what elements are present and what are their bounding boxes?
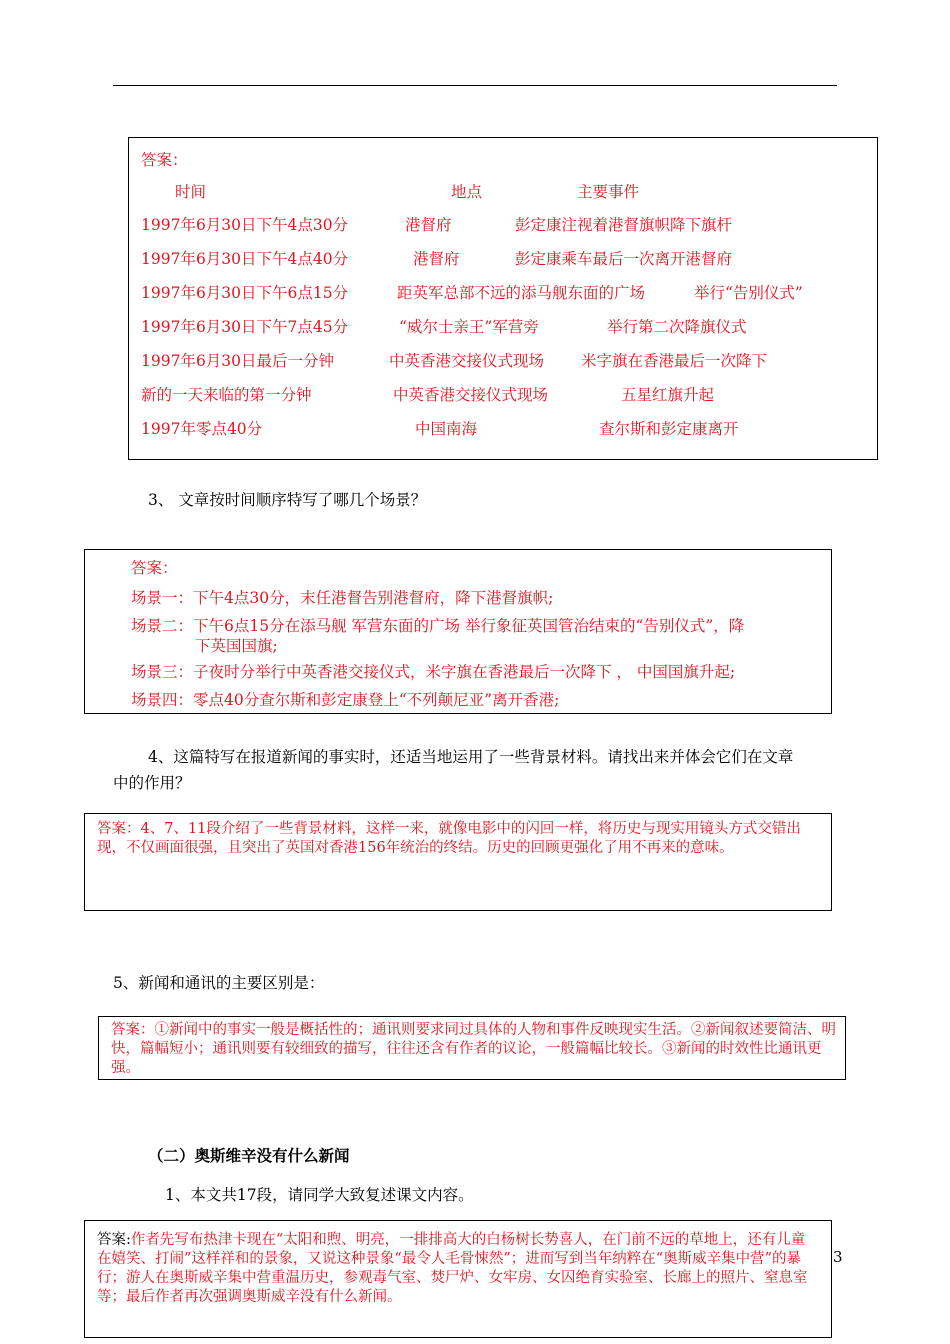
row-event: 举行“告别仪式”	[694, 284, 803, 302]
header-event: 主要事件	[577, 183, 640, 201]
row-time: 1997年6月30日下午4点40分	[141, 250, 349, 268]
row-event: 查尔斯和彭定康离开	[599, 420, 739, 438]
question-4-line-1: 4、这篇特写在报道新闻的事实时，还适当地运用了一些背景材料。请找出来并体会它们在文章	[148, 748, 794, 766]
answer-2-1-box	[84, 1220, 832, 1338]
scene-line: 场景二：下午6点15分在添马舰 军营东面的广场 举行象征英国管治结束的“告别仪式”，降	[131, 617, 745, 635]
answer-label: 答案：	[131, 559, 178, 577]
header-rule	[113, 85, 837, 86]
row-time: 1997年6月30日下午4点30分	[141, 216, 349, 234]
row-event: 五星红旗升起	[621, 386, 715, 404]
answer-4-text: 答案：4、7、11段介绍了一些背景材料，这样一来，就像电影中的闪回一样，将历史与现实用镜头方式交错出现，不仅画面很强，且突出了英国对香港156年统治的终结。历史的回顾更强化了用不再来的意味。	[97, 821, 801, 856]
row-place: “威尔士亲王”军营旁	[399, 318, 539, 336]
answer-2-1-content	[97, 1231, 817, 1307]
answer-4-box	[84, 813, 832, 911]
row-event: 彭定康乘车最后一次离开港督府	[515, 250, 733, 268]
row-time: 1997年零点40分	[141, 420, 263, 438]
row-place: 港督府	[413, 250, 460, 268]
answer-scenes-box	[84, 549, 832, 714]
question-5: 5、新闻和通讯的主要区别是：	[113, 974, 325, 992]
question-2-1: 1、本文共17段，请同学大致复述课文内容。	[165, 1186, 474, 1204]
answer-label: 答案：	[141, 151, 188, 169]
row-time: 新的一天来临的第一分钟	[141, 386, 312, 404]
scene-line: 场景四：零点40分查尔斯和彭定康登上“不列颠尼亚”离开香港;	[131, 691, 560, 709]
question-4-line-2: 中的作用？	[113, 774, 191, 792]
scene-line: 下英国国旗;	[195, 637, 278, 655]
answer-table-box	[128, 137, 878, 460]
row-place: 距英军总部不远的添马舰东面的广场	[397, 284, 646, 302]
answer-2-1-label: 答案:	[97, 1232, 131, 1248]
question-3: 3、 文章按时间顺序特写了哪几个场景？	[148, 491, 427, 509]
scene-line: 场景三：子夜时分举行中英香港交接仪式，米字旗在香港最后一次降下 ， 中国国旗升起;	[131, 663, 736, 681]
answer-5-text: 答案：①新闻中的事实一般是概括性的；通讯则要求同过具体的人物和事件反映现实生活。②新闻叙述要简洁、明快，篇幅短小；通讯则要有较细致的描写，往往还含有作者的议论，一般篇幅比较长。③新闻的时效性比通讯更强。	[111, 1022, 836, 1076]
row-place: 中英香港交接仪式现场	[389, 352, 545, 370]
row-place: 中国南海	[415, 420, 478, 438]
row-time: 1997年6月30日下午7点45分	[141, 318, 349, 336]
row-event: 彭定康注视着港督旗帜降下旗杆	[515, 216, 733, 234]
header-time: 时间	[175, 183, 207, 201]
answer-2-1-text: 作者先写布热津卡现在“太阳和煦、明亮，一排排高大的白杨树长势喜人，在门前不远的草地上，还有儿童在嬉笑、打闹”这样祥和的景象，又说这种景象“最令人毛骨悚然”；进而写到当年纳粹在“奥斯威辛集中营”的暴行；游人在奥斯威辛集中营重温历史，参观毒气室、焚尸炉、女牢房、女囚绝育实验室、长廊上的照片、窒息室等；最后作者再次强调奥斯威辛没有什么新闻。	[97, 1232, 808, 1305]
row-place: 港督府	[405, 216, 452, 234]
row-event: 米字旗在香港最后一次降下	[581, 352, 768, 370]
header-place: 地点	[451, 183, 483, 201]
row-place: 中英香港交接仪式现场	[393, 386, 549, 404]
row-time: 1997年6月30日最后一分钟	[141, 352, 335, 370]
scene-line: 场景一：下午4点30分，末任港督告别港督府，降下港督旗帜;	[131, 589, 554, 607]
row-time: 1997年6月30日下午6点15分	[141, 284, 349, 302]
page-number: 3	[833, 1248, 843, 1266]
section-title: （二）奥斯维辛没有什么新闻	[148, 1146, 350, 1165]
answer-5-box	[98, 1016, 846, 1080]
row-event: 举行第二次降旗仪式	[607, 318, 747, 336]
